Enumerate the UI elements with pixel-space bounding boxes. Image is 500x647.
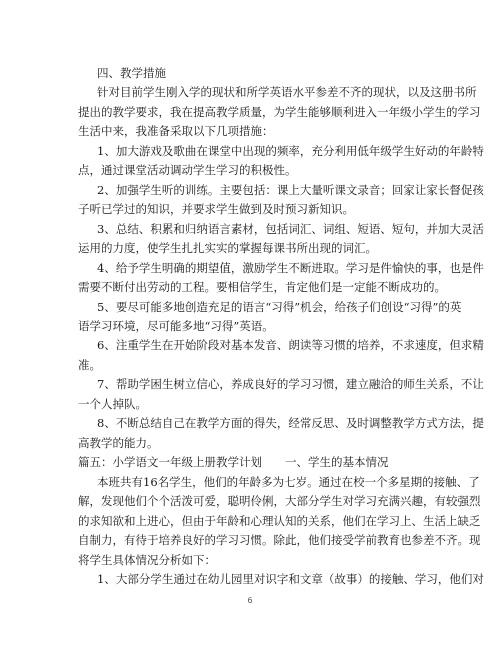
- list-item-line: 7、帮助学困生树立信心，养成良好的学习习惯，建立融洽的师生关系，不让: [97, 377, 484, 391]
- paragraph-line: 生活中来，我准备采取以下几项措施：: [78, 124, 274, 138]
- list-item-line: 一个人掉队。: [78, 397, 147, 411]
- paragraph-line: 解，发现他们个个活泼可爱，聪明伶俐，大部分学生对学习充满兴趣，有较强烈: [78, 494, 481, 508]
- paragraph-line: 自制力，有待于培养良好的学习习惯。除此，他们接受学前教育也参差不齐。现: [78, 533, 481, 547]
- list-item-line: 准。: [78, 358, 101, 372]
- page-number: 6: [247, 596, 253, 605]
- list-item-line: 语学习环境，尽可能多地“习得”英语。: [78, 319, 274, 333]
- list-item-line: 运用的力度，使学生扎扎实实的掌握每课书所出现的词汇。: [78, 241, 377, 255]
- section-heading: 四、教学措施: [97, 66, 166, 80]
- paragraph-line: 本班共有16名学生，他们的年龄多为七岁。通过在校一个多星期的接触、了: [97, 475, 480, 489]
- list-item-line: 1、大部分学生通过在幼儿园里对识字和文章（故事）的接触、学习，他们对: [97, 572, 484, 586]
- list-item-line: 1、加大游戏及歌曲在课堂中出现的频率，充分利用低年级学生好动的年龄特: [97, 144, 484, 158]
- list-item-line: 4、给予学生明确的期望值，激励学生不断进取。学习是件愉快的事，也是件: [97, 261, 484, 275]
- list-item-line: 5、要尽可能多地创造充足的语言“习得”机会，给孩子们创设“习得”的英: [97, 300, 462, 314]
- list-item-line: 子听已学过的知识，并要求学生做到及时预习新知识。: [78, 202, 354, 216]
- paragraph-line: 的求知欲和上进心，但由于年龄和心理认知的关系，他们在学习上、生活上缺乏: [78, 514, 481, 528]
- list-item-line: 3、总结、积累和归纳语言素材，包括词汇、词组、短语、短句，并加大灵活: [97, 222, 484, 236]
- list-item-line: 8、不断总结自己在教学方面的得失，经常反思、及时调整教学方式方法，提: [97, 416, 484, 430]
- list-item-line: 高教学的能力。: [78, 436, 159, 450]
- list-item-line: 点，通过课堂活动调动学生学习的积极性。: [78, 163, 297, 177]
- paragraph-line: 提出的教学要求，我在提高教学质量，为学生能够顺利进入一年级小学生的学习: [78, 105, 481, 119]
- list-item-line: 2、加强学生听的训练。主要包括：课上大量听课文录音；回家让家长督促孩: [97, 183, 484, 197]
- article-title: 篇五：小学语文一年级上册教学计划 一、学生的基本情况: [78, 455, 389, 469]
- list-item-line: 需要不断付出劳动的工程。要相信学生，肯定他们是一定能不断成功的。: [78, 280, 446, 294]
- paragraph-line: 针对目前学生刚入学的现状和所学英语水平参差不齐的现状，以及这册书所: [97, 85, 477, 99]
- list-item-line: 6、注重学生在开始阶段对基本发音、朗读等习惯的培养，不求速度，但求精: [97, 338, 484, 352]
- paragraph-line: 将学生具体情况分析如下：: [78, 553, 216, 567]
